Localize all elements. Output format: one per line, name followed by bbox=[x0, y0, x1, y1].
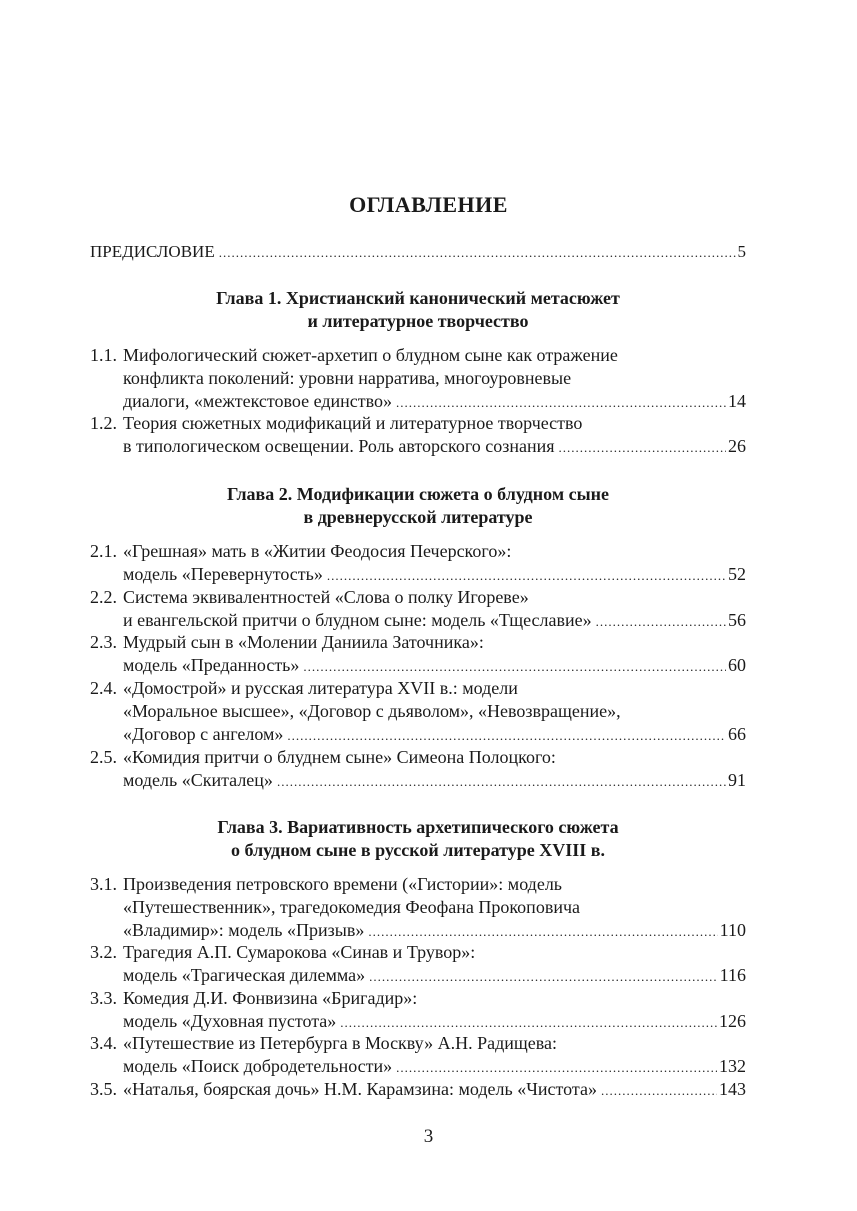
preface-page: 5 bbox=[737, 242, 746, 261]
toc-entry-3-1[interactable]: 3.1. Произведения петровского времени («Гистории»: модель «Путешественник», трагедокомедия Феофана Прокоповича «Владимир»: модель «Призыв» ..... 110 bbox=[90, 873, 746, 942]
toc-entry-3-4[interactable]: 3.4. «Путешествие из Петербурга в Москву» А.Н. Радищева: модель «Поиск добродетельности» ..... 132 bbox=[90, 1032, 746, 1078]
toc-entry-2-4[interactable]: 2.4. «Домострой» и русская литература XVII в.: модели «Моральное высшее», «Договор с дьяволом», «Невозвращение», «Договор с ангелом» ..... 66 bbox=[90, 677, 746, 746]
toc-entry-2-3[interactable]: 2.3. Мудрый сын в «Молении Даниила Заточника»: модель «Преданность» ..... 60 bbox=[90, 631, 746, 677]
toc-entry-2-2[interactable]: 2.2. Система эквивалентностей «Слова о полку Игореве» и евангельской притчи о блудном сыне: модель «Тщеславие» ..... 56 bbox=[90, 586, 746, 632]
toc-entry-1-1[interactable]: 1.1. Мифологический сюжет-архетип о блудном сыне как отражение конфликта поколений: уровни нарратива, многоуровневые диалоги, «межтекстовое единство» ..... 14 bbox=[90, 344, 746, 413]
toc-entry-2-1[interactable]: 2.1. «Грешная» мать в «Житии Феодосия Печерского»: модель «Перевернутость» ..... 52 bbox=[90, 540, 746, 586]
page-number: 3 bbox=[423, 1126, 434, 1147]
toc-entry-3-5[interactable]: 3.5. «Наталья, боярская дочь» Н.М. Карамзина: модель «Чистота» ..... 143 bbox=[90, 1078, 746, 1101]
toc-entry-3-3[interactable]: 3.3. Комедия Д.И. Фонвизина «Бригадир»: модель «Духовная пустота» ..... 126 bbox=[90, 987, 746, 1033]
page-title: ОГЛАВЛЕНИЕ bbox=[349, 192, 508, 217]
toc-entry-3-2[interactable]: 3.2. Трагедия А.П. Сумарокова «Синав и Трувор»: модель «Трагическая дилемма» ..... 116 bbox=[90, 941, 746, 987]
chapter-1-heading: Глава 1. Христианский канонический метасюжет и литературное творчество bbox=[216, 288, 620, 331]
chapter-2-heading: Глава 2. Модификации сюжета о блудном сыне в древнерусской литературе bbox=[227, 484, 609, 527]
toc-preface[interactable] bbox=[90, 240, 746, 263]
leader-dots bbox=[219, 241, 736, 264]
toc-entry-1-2[interactable]: 1.2. Теория сюжетных модификаций и литературное творчество в типологическом освещении. Роль авторского сознания ..... 26 bbox=[90, 412, 746, 458]
toc-entry-2-5[interactable]: 2.5. «Комидия притчи о блуднем сыне» Симеона Полоцкого: модель «Скиталец» ..... 91 bbox=[90, 746, 746, 792]
chapter-3-heading: Глава 3. Вариативность архетипического сюжета о блудном сыне в русской литературе XVIII в. bbox=[217, 817, 619, 860]
preface-label: ПРЕДИСЛОВИЕ bbox=[90, 242, 215, 261]
